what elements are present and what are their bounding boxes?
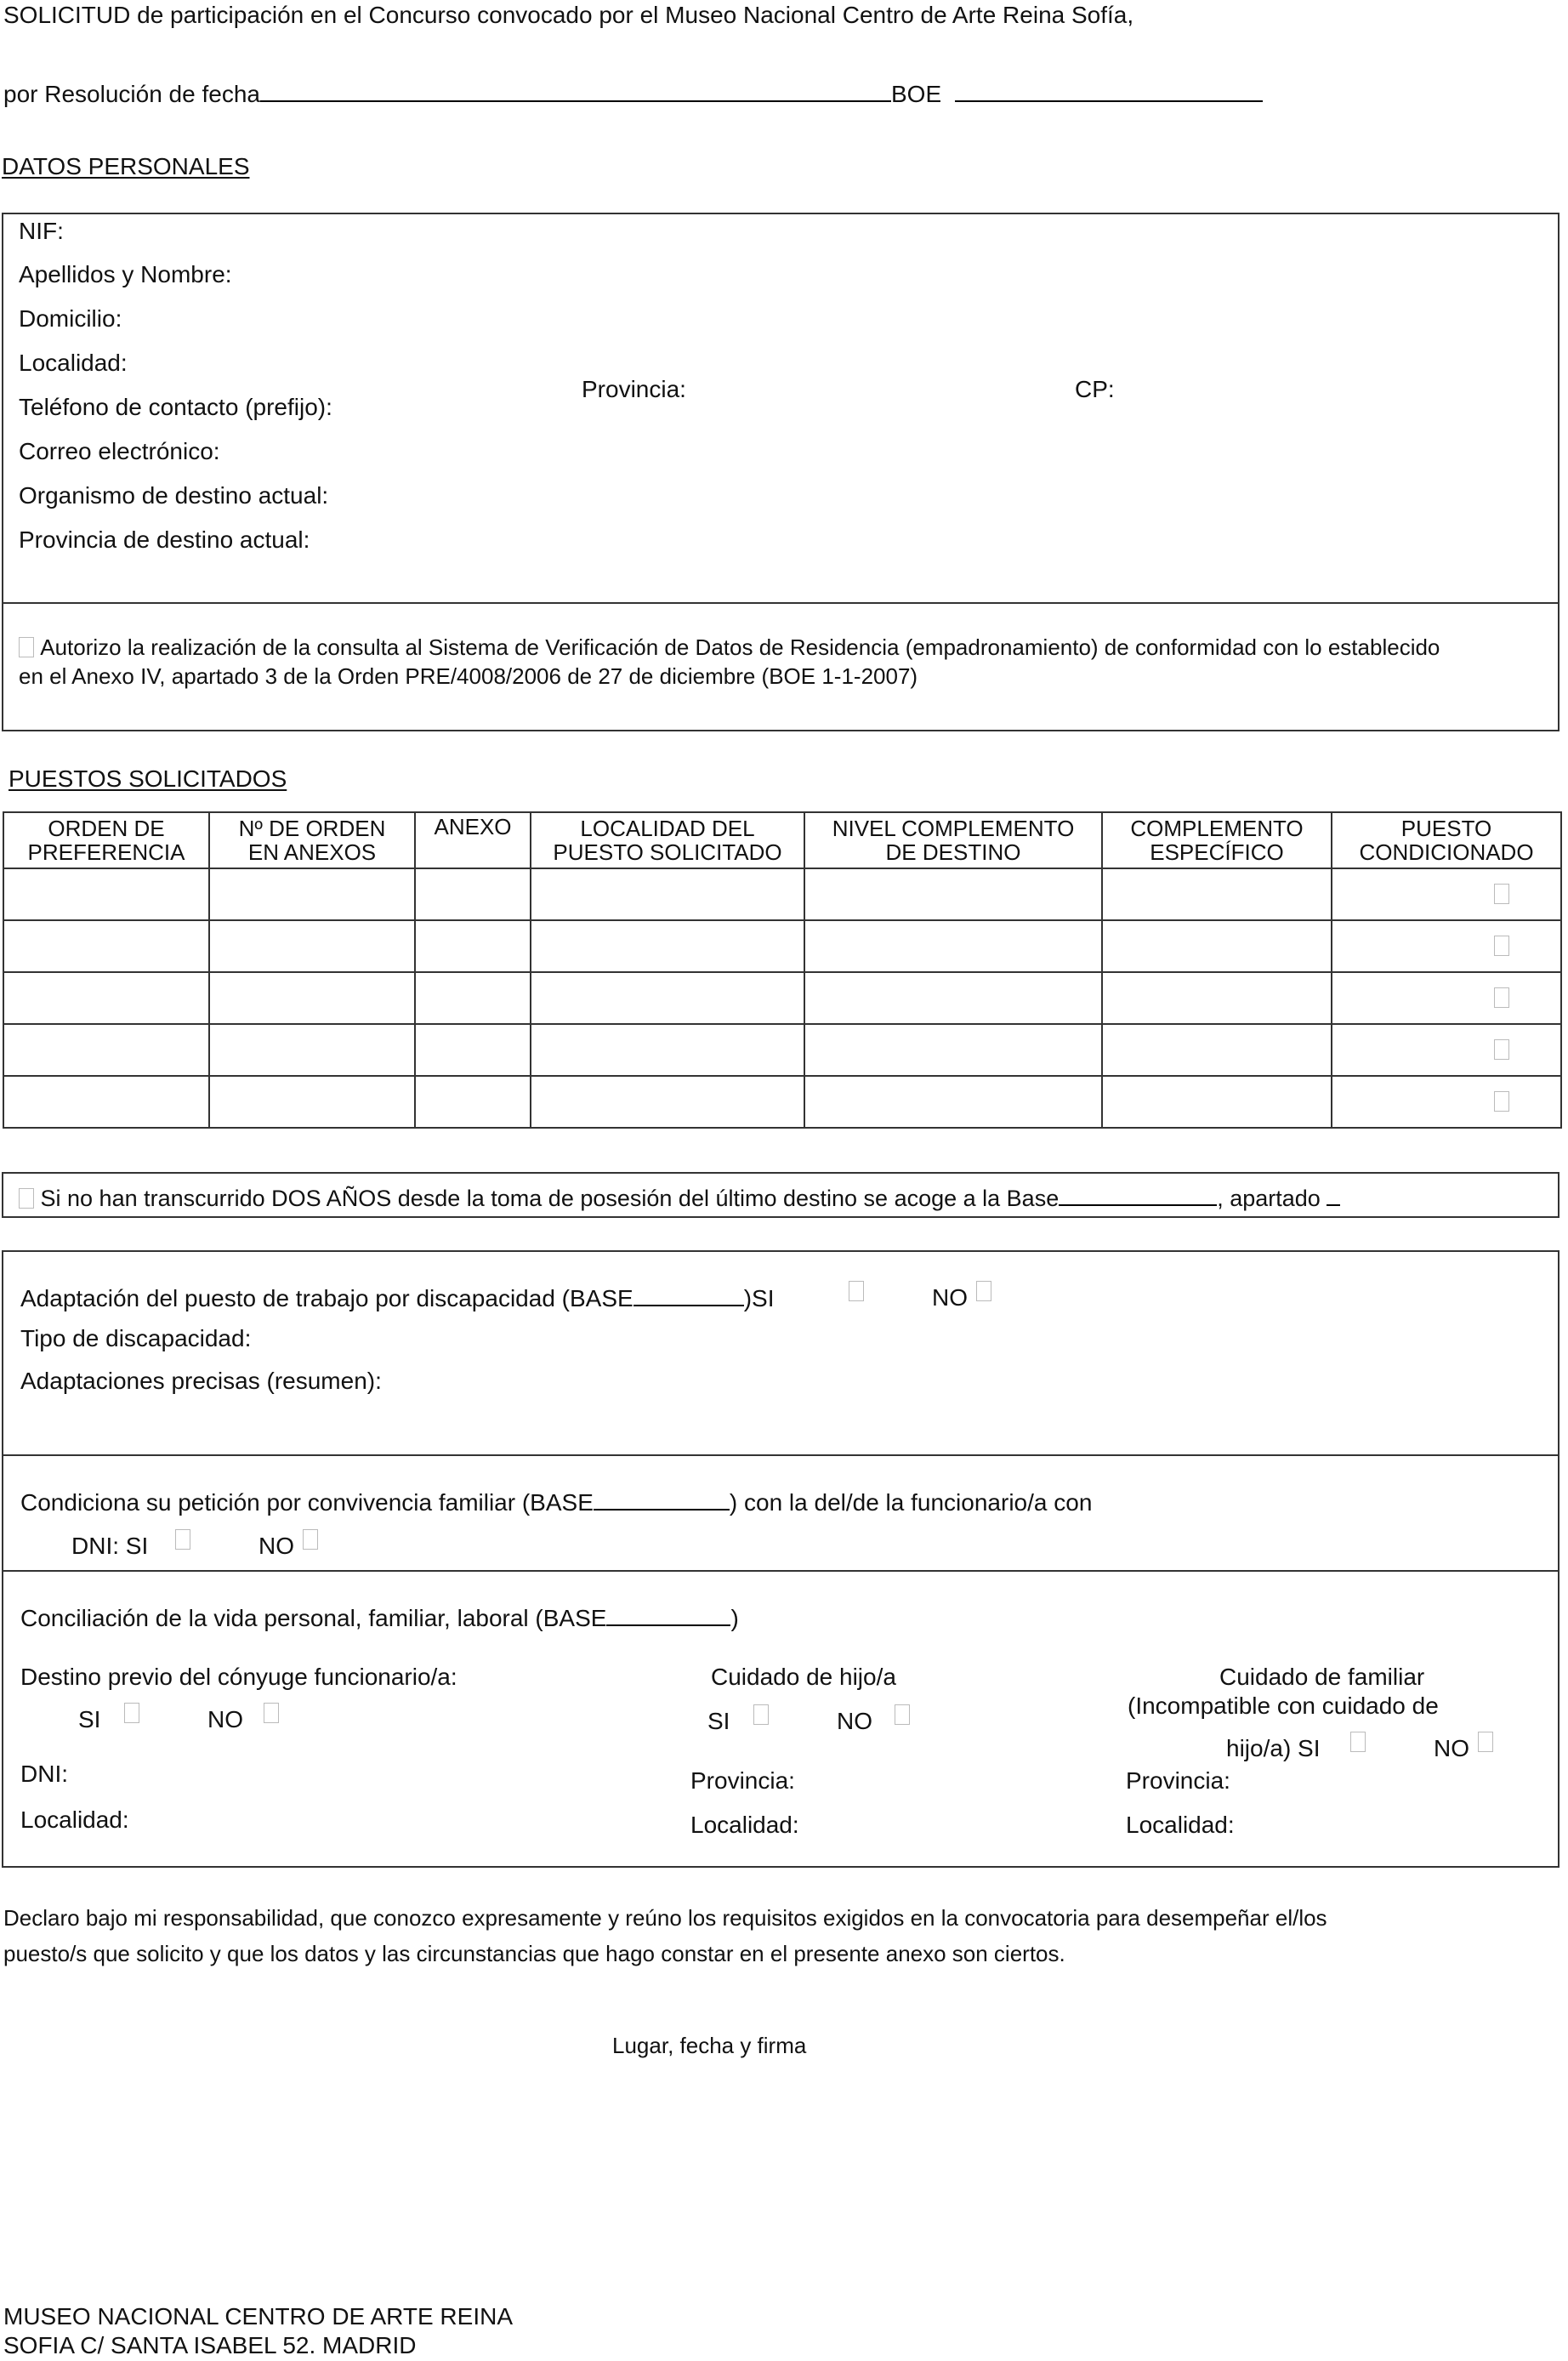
nif-label: NIF: <box>19 218 64 244</box>
resolucion-label: por Resolución de fecha <box>3 81 260 107</box>
provincia-destino-label: Provincia de destino actual: <box>19 526 310 553</box>
adaptacion-line <box>20 1284 774 1312</box>
familiar-no-checkbox[interactable] <box>1478 1732 1493 1752</box>
cell-orden[interactable] <box>3 1076 209 1128</box>
condicionado-checkbox[interactable] <box>1494 1039 1509 1060</box>
resolucion-fecha-field[interactable] <box>260 80 891 102</box>
col-condicionado: PUESTO CONDICIONADO <box>1332 812 1561 868</box>
resolucion-line <box>3 80 1263 108</box>
cell-complemento[interactable] <box>1102 920 1332 972</box>
condiciones-divider-2 <box>2 1570 1559 1572</box>
convivencia-line <box>20 1488 1092 1516</box>
cell-nivel[interactable] <box>804 920 1102 972</box>
conciliacion-base-field[interactable] <box>606 1604 730 1626</box>
convivencia-base-field[interactable] <box>594 1488 730 1510</box>
cell-complemento[interactable] <box>1102 1024 1332 1076</box>
table-row <box>3 868 1561 920</box>
cell-numero[interactable] <box>209 868 415 920</box>
adaptacion-si-label: )SI <box>743 1285 775 1311</box>
condicionado-checkbox[interactable] <box>1494 936 1509 956</box>
footer-address-2: SOFIA C/ SANTA ISABEL 52. MADRID <box>3 2332 417 2358</box>
cell-localidad[interactable] <box>531 1076 804 1128</box>
datos-personales-title: DATOS PERSONALES <box>2 153 250 179</box>
conciliacion-text: Conciliación de la vida personal, familiar, laboral (BASE <box>20 1605 607 1631</box>
cell-condicionado <box>1332 868 1561 920</box>
conciliacion-line <box>20 1604 739 1632</box>
convivencia-suffix: ) con la del/de la funcionario/a con <box>729 1489 1093 1516</box>
cell-condicionado <box>1332 1076 1561 1128</box>
cell-orden[interactable] <box>3 868 209 920</box>
hijo-si-checkbox[interactable] <box>753 1704 769 1725</box>
cell-anexo[interactable] <box>415 920 531 972</box>
col-localidad: LOCALIDAD DEL PUESTO SOLICITADO <box>531 812 804 868</box>
footer-address-1: MUSEO NACIONAL CENTRO DE ARTE REINA <box>3 2303 513 2330</box>
autorizo-text-1: Autorizo la realización de la consulta al Sistema de Verificación de Datos de Residencia (empadronamiento) de conformidad con lo establecido <box>40 634 1440 660</box>
conyuge-no-label: NO <box>207 1706 243 1732</box>
cell-numero[interactable] <box>209 972 415 1024</box>
conyuge-si-checkbox[interactable] <box>124 1703 139 1723</box>
convivencia-no-label: NO <box>258 1533 294 1559</box>
table-row <box>3 920 1561 972</box>
familiar-provincia-label: Provincia: <box>1126 1767 1230 1794</box>
familiar-si-label: hijo/a) SI <box>1226 1735 1321 1761</box>
cell-localidad[interactable] <box>531 972 804 1024</box>
familiar-incompatible-label: (Incompatible con cuidado de <box>1128 1693 1439 1719</box>
condicionado-checkbox[interactable] <box>1494 987 1509 1008</box>
cell-numero[interactable] <box>209 920 415 972</box>
localidad-label: Localidad: <box>19 350 128 376</box>
conyuge-localidad-label: Localidad: <box>20 1806 129 1833</box>
cell-numero[interactable] <box>209 1076 415 1128</box>
puestos-title: PUESTOS SOLICITADOS <box>9 765 287 792</box>
hijo-no-checkbox[interactable] <box>895 1704 910 1725</box>
domicilio-label: Domicilio: <box>19 305 122 332</box>
cell-nivel[interactable] <box>804 972 1102 1024</box>
cp-label: CP: <box>1075 376 1115 402</box>
cell-orden[interactable] <box>3 972 209 1024</box>
provincia-label: Provincia: <box>582 376 686 402</box>
table-row <box>3 1024 1561 1076</box>
condiciones-divider-1 <box>2 1454 1559 1456</box>
col-anexo: ANEXO <box>415 812 531 868</box>
cell-localidad[interactable] <box>531 868 804 920</box>
autorizo-line1 <box>19 634 1440 661</box>
organismo-label: Organismo de destino actual: <box>19 482 329 509</box>
cell-complemento[interactable] <box>1102 868 1332 920</box>
table-row <box>3 972 1561 1024</box>
conciliacion-suffix: ) <box>730 1605 739 1631</box>
cell-nivel[interactable] <box>804 868 1102 920</box>
cell-anexo[interactable] <box>415 1076 531 1128</box>
conyuge-label: Destino previo del cónyuge funcionario/a: <box>20 1664 457 1690</box>
adaptaciones-label: Adaptaciones precisas (resumen): <box>20 1368 382 1394</box>
tipo-discapacidad-label: Tipo de discapacidad: <box>20 1325 252 1351</box>
familiar-localidad-label: Localidad: <box>1126 1812 1235 1838</box>
cell-complemento[interactable] <box>1102 1076 1332 1128</box>
hijo-localidad-label: Localidad: <box>690 1812 799 1838</box>
cell-orden[interactable] <box>3 920 209 972</box>
cell-numero[interactable] <box>209 1024 415 1076</box>
telefono-label: Teléfono de contacto (prefijo): <box>19 394 332 420</box>
convivencia-dni-si-label: DNI: SI <box>71 1533 149 1559</box>
convivencia-no-checkbox[interactable] <box>303 1529 318 1550</box>
cell-anexo[interactable] <box>415 972 531 1024</box>
correo-label: Correo electrónico: <box>19 438 220 464</box>
datos-personales-divider <box>2 602 1559 604</box>
table-row <box>3 1076 1561 1128</box>
conyuge-si-label: SI <box>78 1706 101 1732</box>
col-complemento: COMPLEMENTO ESPECÍFICO <box>1102 812 1332 868</box>
base-field[interactable] <box>1059 1184 1217 1206</box>
col-nivel: NIVEL COMPLEMENTO DE DESTINO <box>804 812 1102 868</box>
hijo-no-label: NO <box>837 1708 872 1734</box>
adaptacion-si-checkbox[interactable] <box>849 1281 864 1301</box>
familiar-label: Cuidado de familiar <box>1219 1664 1425 1690</box>
solicitud-heading: SOLICITUD de participación en el Concurso convocado por el Museo Nacional Centro de Arte Reina Sofía, <box>3 2 1134 28</box>
dos-anos-text: Si no han transcurrido DOS AÑOS desde la toma de posesión del último destino se acoge a la Base <box>40 1186 1060 1211</box>
cell-localidad[interactable] <box>531 920 804 972</box>
cell-anexo[interactable] <box>415 1024 531 1076</box>
declaracion-line-2: puesto/s que solicito y que los datos y las circunstancias que hago constar en el presente anexo son ciertos. <box>3 1941 1065 1966</box>
cell-nivel[interactable] <box>804 1024 1102 1076</box>
declaracion-line-1: Declaro bajo mi responsabilidad, que conozco expresamente y reúno los requisitos exigidos en la convocatoria para desempeñar el/los <box>3 1905 1327 1931</box>
autorizo-text-2: en el Anexo IV, apartado 3 de la Orden PRE/4008/2006 de 27 de diciembre (BOE 1-1-2007) <box>19 663 918 689</box>
col-orden-preferencia: ORDEN DE PREFERENCIA <box>3 812 209 868</box>
dos-anos-line <box>19 1184 1340 1212</box>
convivencia-text: Condiciona su petición por convivencia familiar (BASE <box>20 1489 594 1516</box>
adaptacion-text: Adaptación del puesto de trabajo por discapacidad (BASE <box>20 1285 633 1311</box>
condicionado-checkbox[interactable] <box>1494 1091 1509 1112</box>
apartado-field[interactable] <box>1327 1184 1340 1206</box>
conyuge-dni-label: DNI: <box>20 1761 68 1787</box>
convivencia-si-checkbox[interactable] <box>175 1529 190 1550</box>
adaptacion-no-checkbox[interactable] <box>976 1281 991 1301</box>
cell-condicionado <box>1332 972 1561 1024</box>
autorizo-checkbox[interactable] <box>19 637 34 657</box>
cell-anexo[interactable] <box>415 868 531 920</box>
condicionado-checkbox[interactable] <box>1494 884 1509 904</box>
apartado-label: , apartado <box>1217 1186 1321 1211</box>
adaptacion-base-field[interactable] <box>633 1284 744 1306</box>
conyuge-no-checkbox[interactable] <box>264 1703 279 1723</box>
cell-condicionado <box>1332 920 1561 972</box>
adaptacion-no-label: NO <box>932 1284 968 1311</box>
apellidos-nombre-label: Apellidos y Nombre: <box>19 261 232 287</box>
cell-condicionado <box>1332 1024 1561 1076</box>
boe-field[interactable] <box>955 80 1263 102</box>
firma-label: Lugar, fecha y firma <box>612 2033 807 2058</box>
hijo-provincia-label: Provincia: <box>690 1767 795 1794</box>
cell-nivel[interactable] <box>804 1076 1102 1128</box>
hijo-si-label: SI <box>707 1708 730 1734</box>
familiar-si-checkbox[interactable] <box>1350 1732 1366 1752</box>
puestos-header-row <box>3 812 1561 868</box>
col-numero-orden: Nº DE ORDEN EN ANEXOS <box>209 812 415 868</box>
cell-orden[interactable] <box>3 1024 209 1076</box>
puestos-table <box>3 811 1562 1129</box>
dos-anos-checkbox[interactable] <box>19 1188 34 1209</box>
boe-label: BOE <box>890 81 942 107</box>
hijo-label: Cuidado de hijo/a <box>711 1664 896 1690</box>
cell-complemento[interactable] <box>1102 972 1332 1024</box>
cell-localidad[interactable] <box>531 1024 804 1076</box>
familiar-no-label: NO <box>1434 1735 1469 1761</box>
